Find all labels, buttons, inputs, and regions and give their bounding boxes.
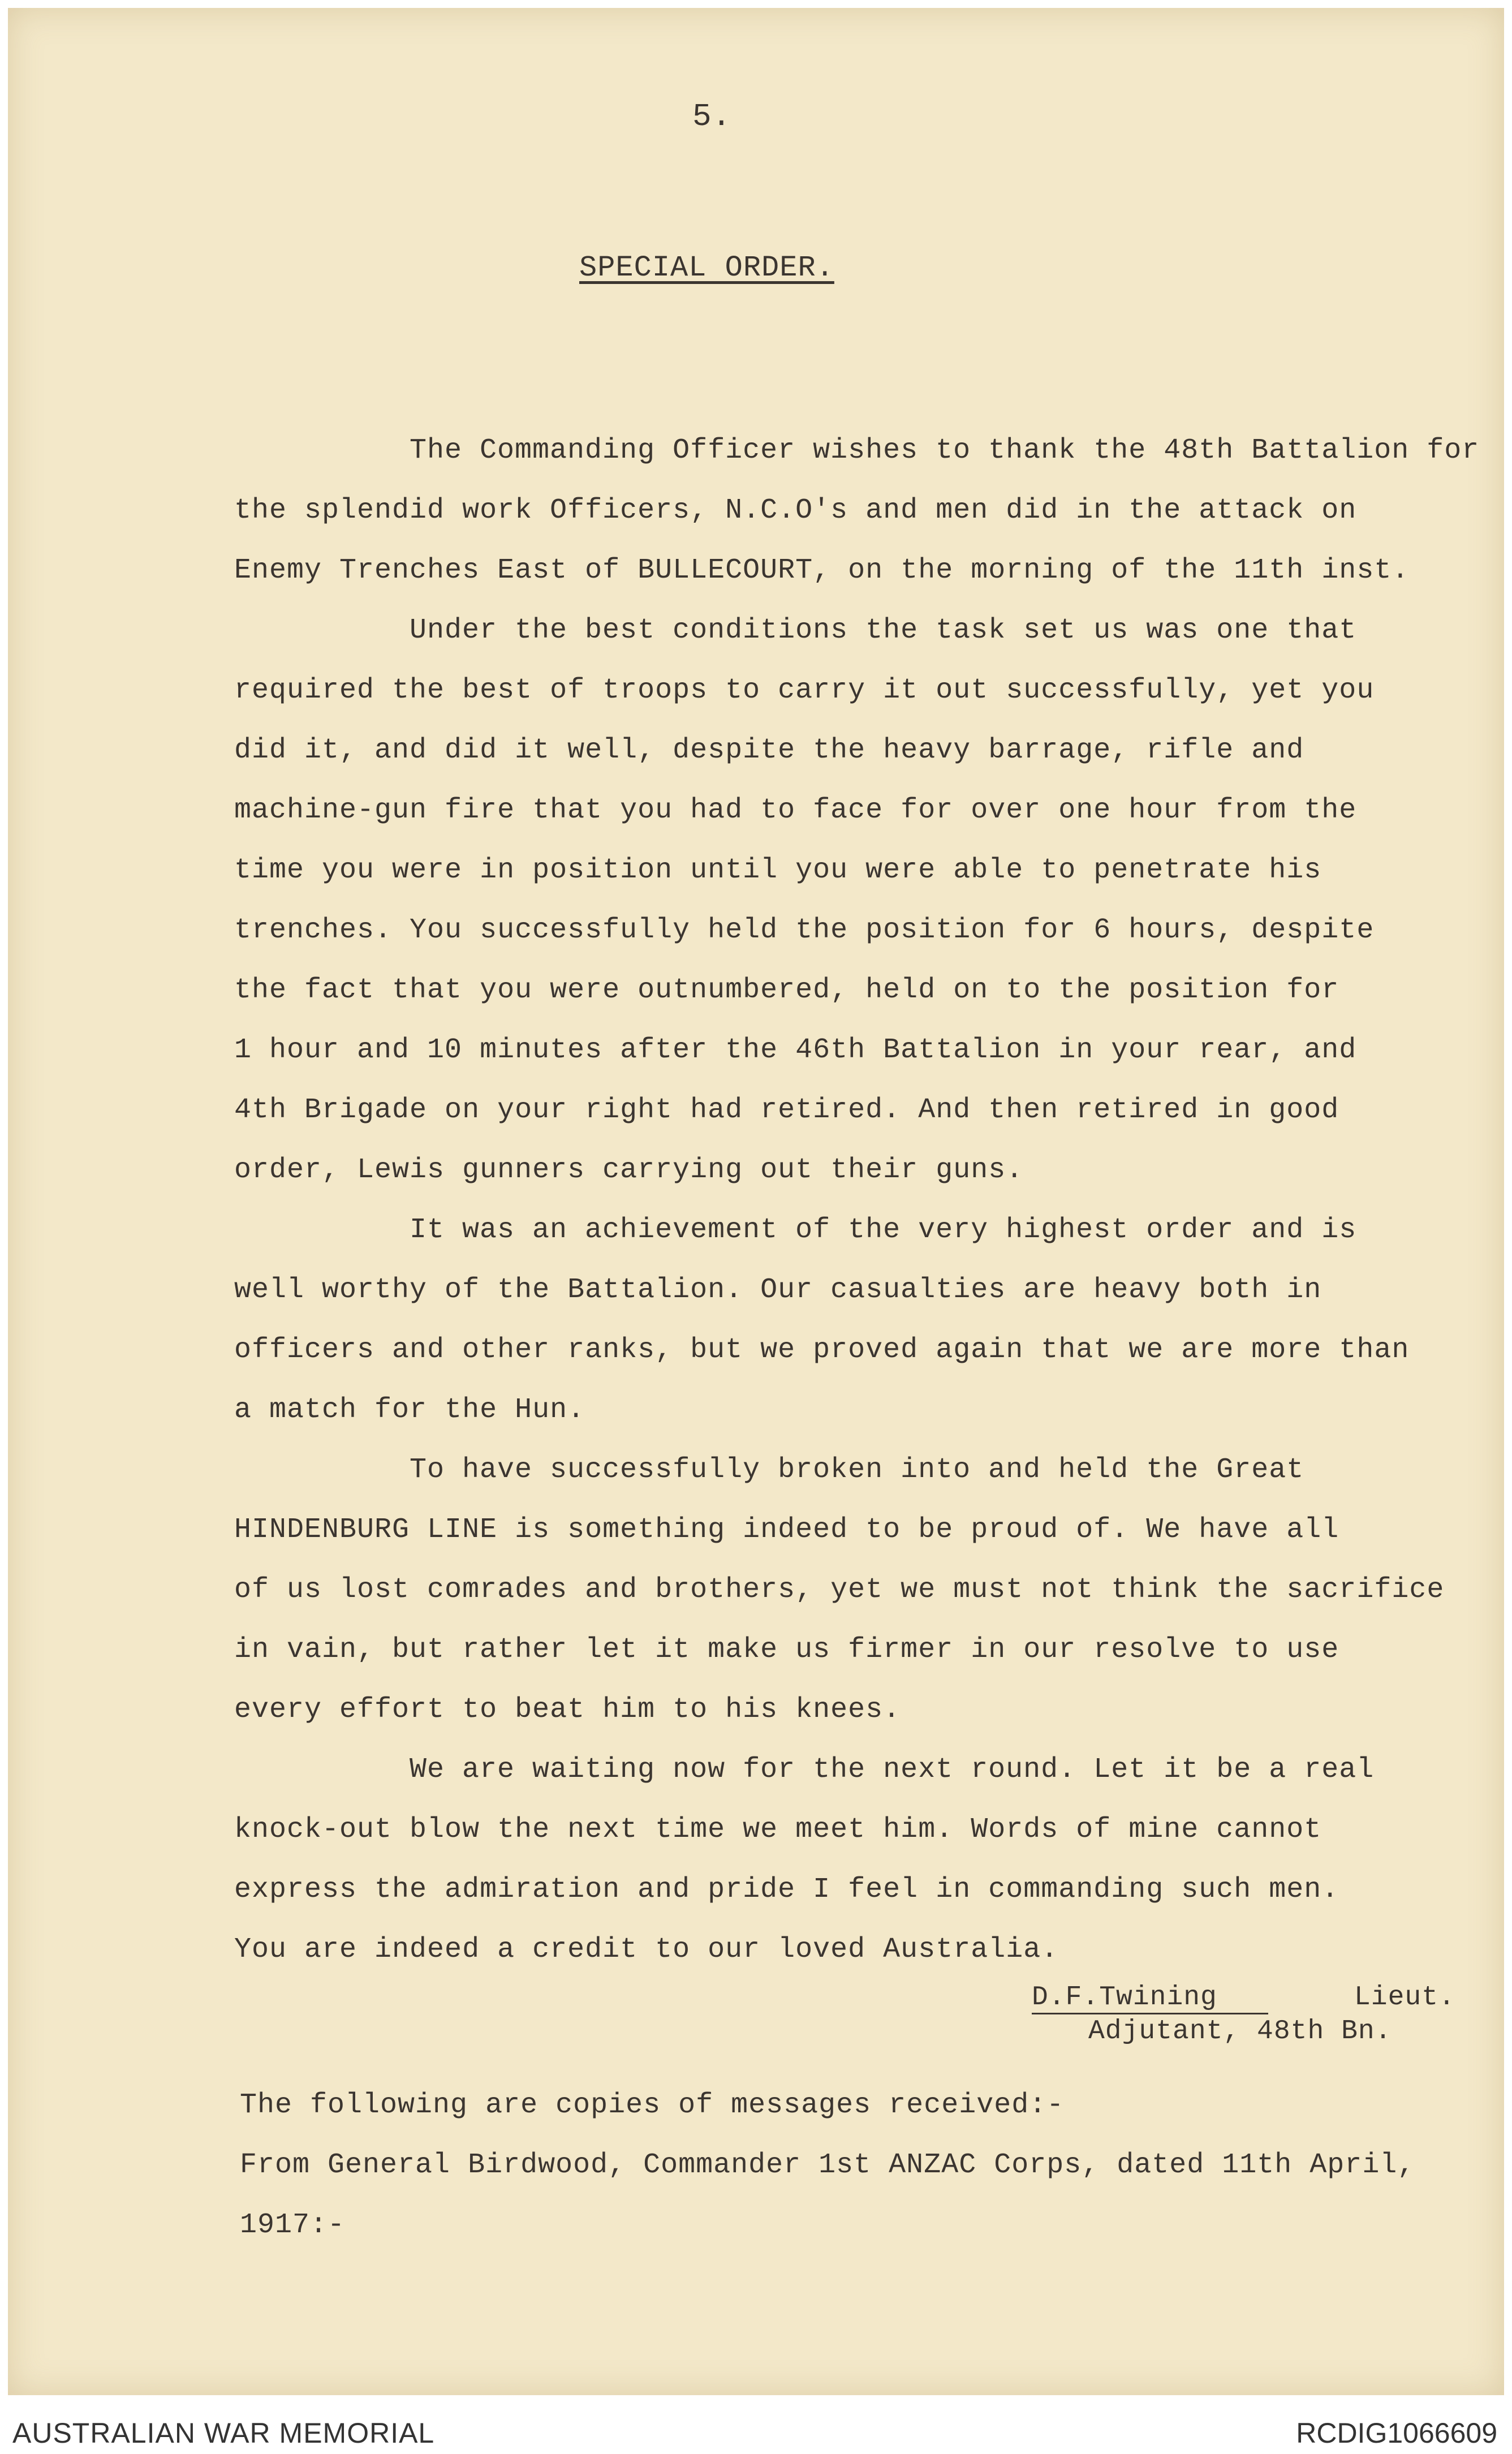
body-line: knock-out blow the next time we meet him. Words of mine cannot [234, 1814, 1322, 1846]
body-line: well worthy of the Battalion. Our casualties are heavy both in [234, 1274, 1322, 1306]
body-line: machine-gun fire that you had to face for over one hour from the [234, 794, 1357, 826]
body-line: did it, and did it well, despite the heavy barrage, rifle and [234, 734, 1304, 767]
footer-institution: AUSTRALIAN WAR MEMORIAL [12, 2417, 435, 2449]
order-body [234, 421, 1479, 1980]
body-line: required the best of troops to carry it out successfully, yet you [234, 674, 1375, 707]
body-line: You are indeed a credit to our loved Australia. [234, 1934, 1059, 1966]
body-line: time you were in position until you were able to penetrate his [234, 854, 1322, 886]
body-line: 4th Brigade on your right had retired. And then retired in good [234, 1094, 1339, 1126]
body-line: 1 hour and 10 minutes after the 46th Battalion in your rear, and [234, 1034, 1357, 1066]
body-line: the fact that you were outnumbered, held on to the position for [234, 974, 1339, 1006]
body-line: every effort to beat him to his knees. [234, 1694, 901, 1726]
body-line: trenches. You successfully held the position for 6 hours, despite [234, 914, 1375, 946]
body-line: HINDENBURG LINE is something indeed to be proud of. We have all [234, 1514, 1339, 1546]
body-line: The Commanding Officer wishes to thank the 48th Battalion for [410, 434, 1480, 467]
body-line: a match for the Hun. [234, 1394, 585, 1426]
body-line: Enemy Trenches East of BULLECOURT, on the morning of the 11th inst. [234, 554, 1410, 587]
document-page [8, 8, 1504, 2395]
body-line: It was an achievement of the very highest order and is [410, 1214, 1357, 1246]
body-line: express the admiration and pride I feel in commanding such men. [234, 1874, 1339, 1906]
body-line: Under the best conditions the task set us was one that [410, 614, 1357, 647]
body-line: order, Lewis gunners carrying out their guns. [234, 1154, 1024, 1186]
body-line: of us lost comrades and brothers, yet we must not think the sacrifice [234, 1574, 1445, 1606]
body-line: officers and other ranks, but we proved again that we are more than [234, 1334, 1410, 1366]
body-line: To have successfully broken into and held the Great [410, 1454, 1304, 1486]
message-line: From General Birdwood, Commander 1st ANZAC Corps, dated 11th April, [240, 2149, 1415, 2181]
body-line: in vain, but rather let it make us firmer in our resolve to use [234, 1634, 1339, 1666]
body-line: the splendid work Officers, N.C.O's and men did in the attack on [234, 494, 1357, 527]
messages-section [240, 2076, 1415, 2255]
messages-intro: The following are copies of messages received:- [240, 2089, 1065, 2121]
signature-rank: Lieut. [1354, 1982, 1455, 2013]
page-number: 5. [692, 98, 732, 135]
footer-record-id: RCDIG1066609 [1296, 2417, 1497, 2449]
signature-title: Adjutant, 48th Bn. [1088, 2016, 1392, 2047]
body-line: We are waiting now for the next round. Let it be a real [410, 1754, 1375, 1786]
message-line: 1917:- [240, 2209, 346, 2241]
document-title: SPECIAL ORDER. [579, 251, 834, 285]
signature-name: D.F.Twining [1032, 1982, 1268, 2014]
